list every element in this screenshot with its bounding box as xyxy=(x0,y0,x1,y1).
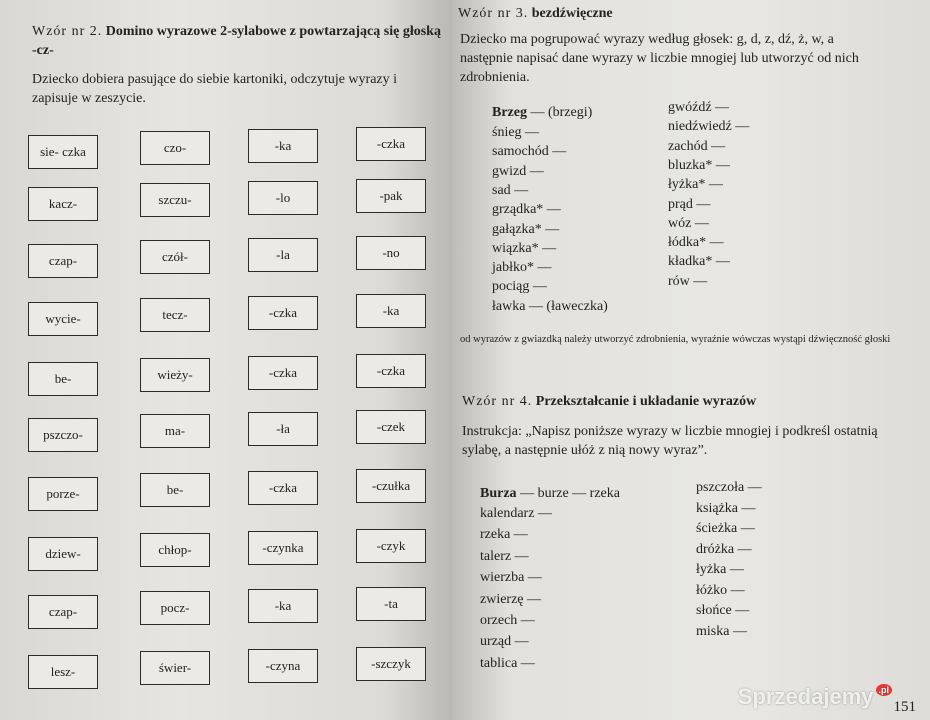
domino-card-text: -czek xyxy=(376,419,406,434)
word-item: zwierzę — xyxy=(480,591,542,607)
domino-card xyxy=(248,181,318,215)
word-item: tablica — xyxy=(480,655,535,671)
domino-card xyxy=(356,294,426,328)
word-item: miska — xyxy=(696,623,747,639)
word-item: wierzba — xyxy=(480,570,542,586)
word-item: rów — xyxy=(668,273,708,289)
word-item: prąd — xyxy=(668,196,711,212)
domino-card-text: be- xyxy=(54,371,72,386)
word-item: gwizd — xyxy=(492,163,544,179)
word-item: grządka* — xyxy=(492,202,561,218)
word-item: sad — xyxy=(492,182,529,198)
domino-card-text: -czynka xyxy=(262,540,304,555)
domino-card xyxy=(28,418,98,452)
domino-card-text: -ka xyxy=(382,303,400,318)
footnote: od wyrazów z gwiazdką należy utworzyć zdrobnienia, wyraźnie wówczas wystąpi dźwięczność głoski xyxy=(460,334,891,345)
word-item: łódka* — xyxy=(668,235,724,251)
domino-card-text: -ka xyxy=(274,598,292,613)
word-item: bluzka* — xyxy=(668,157,730,173)
domino-card xyxy=(356,529,426,563)
domino-card-text: -la xyxy=(276,247,290,262)
word-item: ścieżka — xyxy=(696,521,755,536)
domino-card xyxy=(28,302,98,336)
domino-card-text: -pak xyxy=(379,188,403,203)
domino-card xyxy=(356,236,426,270)
right-page xyxy=(452,0,930,720)
word-item: łyżka — xyxy=(696,562,744,577)
word-item: wóz — xyxy=(668,215,709,231)
domino-card-text: kacz- xyxy=(48,196,78,211)
right-heading-2-label: Wzór nr 4. xyxy=(462,394,533,409)
domino-card xyxy=(356,469,426,503)
domino-card xyxy=(248,238,318,272)
word-item: łyżka* — xyxy=(668,177,723,193)
word-item: rzeka — xyxy=(480,527,528,543)
watermark-text: Sprzedajemy xyxy=(737,684,874,709)
domino-card-text: tecz- xyxy=(162,307,188,322)
domino-card xyxy=(140,298,210,332)
domino-card xyxy=(140,591,210,625)
domino-card-text: wieży- xyxy=(157,367,193,382)
word-item: gwóźdź — xyxy=(668,100,730,115)
word-item: samochód — xyxy=(492,144,567,160)
domino-card-text: -czyna xyxy=(265,658,301,673)
word-head-rest: — burze — rzeka xyxy=(516,486,620,501)
word-item: urząd — xyxy=(480,634,529,650)
word-item: kalendarz — xyxy=(480,506,552,521)
right-heading xyxy=(458,4,918,23)
domino-card-text: -czyk xyxy=(376,538,406,553)
domino-card xyxy=(140,131,210,165)
domino-card xyxy=(248,356,318,390)
domino-card xyxy=(28,537,98,571)
domino-card-text: sie- czka xyxy=(40,144,86,159)
domino-card-text: -ła xyxy=(276,421,290,436)
domino-card-text: lesz- xyxy=(50,664,76,679)
left-page xyxy=(0,0,452,720)
domino-card-text: chłop- xyxy=(158,542,192,557)
domino-card xyxy=(28,135,98,169)
domino-card-text: -ka xyxy=(274,138,292,153)
domino-card-text: szczu- xyxy=(158,192,192,207)
word-item: talerz — xyxy=(480,548,529,564)
watermark-suffix: .pl xyxy=(876,684,893,696)
domino-card xyxy=(356,179,426,213)
domino-card xyxy=(28,187,98,221)
word-item: ławka — (ławeczka) xyxy=(492,298,608,314)
domino-card xyxy=(248,129,318,163)
domino-card xyxy=(140,651,210,685)
domino-card xyxy=(248,531,318,565)
word-item: słońce — xyxy=(696,603,750,618)
domino-card-text: -czka xyxy=(268,305,298,320)
word-list-head xyxy=(480,486,620,502)
word-item: pociąg — xyxy=(492,279,547,295)
domino-card-text: -lo xyxy=(275,190,291,205)
word-item: niedźwiedź — xyxy=(668,119,750,135)
domino-card-text: -czka xyxy=(268,480,298,495)
domino-card-text: be- xyxy=(166,482,184,497)
domino-card-text: pszczo- xyxy=(43,427,83,442)
domino-card xyxy=(356,587,426,621)
domino-card xyxy=(248,589,318,623)
word-list-head xyxy=(492,105,592,121)
word-item: gałązka* — xyxy=(492,221,560,237)
domino-card xyxy=(248,412,318,446)
watermark-logo xyxy=(738,684,892,710)
right-instruction: Dziecko ma pogrupować wyrazy według głosek: g, d, z, dź, ż, w, a następnie napisać dane wyrazy w liczbie mnogiej lub utworzyć od nich zdrobnienia. xyxy=(460,32,859,85)
domino-card xyxy=(140,358,210,392)
domino-card xyxy=(140,473,210,507)
domino-card-text: -czka xyxy=(376,363,406,378)
domino-card-text: -czka xyxy=(376,136,406,151)
domino-card-text: czap- xyxy=(48,253,78,268)
domino-card xyxy=(28,244,98,278)
domino-card-text: dziew- xyxy=(45,546,81,561)
domino-card-text: ma- xyxy=(164,423,186,438)
domino-card xyxy=(140,240,210,274)
word-item: jabłko* — xyxy=(492,260,552,276)
left-heading-label: Wzór nr 2. xyxy=(32,24,103,39)
domino-card xyxy=(248,649,318,683)
domino-card xyxy=(28,362,98,396)
word-head: Brzeg xyxy=(492,105,527,120)
right-heading-label: Wzór nr 3. xyxy=(458,6,529,21)
word-item: śnieg — xyxy=(492,125,540,140)
right-heading-2 xyxy=(462,392,902,411)
domino-card xyxy=(356,354,426,388)
word-head-rest: — (brzegi) xyxy=(526,105,593,120)
domino-card-text: czap- xyxy=(48,604,78,619)
word-item: książka — xyxy=(696,500,756,516)
word-item: dróżka — xyxy=(696,541,752,557)
left-heading-title: Domino wyrazowe 2-sylabowe z powtarzającą się głoską -cz- xyxy=(32,24,441,58)
domino-card xyxy=(356,127,426,161)
domino-card xyxy=(28,655,98,689)
domino-card xyxy=(356,647,426,681)
domino-card-text: wycie- xyxy=(45,311,81,326)
left-heading xyxy=(32,22,442,60)
right-instruction-2: Instrukcja: „Napisz poniższe wyrazy w liczbie mnogiej i podkreśl ostatnią sylabę, a następnie ułóż z nią nowy wyraz”. xyxy=(462,424,878,458)
domino-card xyxy=(140,183,210,217)
domino-card-text: porze- xyxy=(46,486,80,501)
word-item: wiązka* — xyxy=(492,240,557,256)
word-item: orzech — xyxy=(480,613,535,628)
domino-card xyxy=(28,595,98,629)
domino-card xyxy=(140,414,210,448)
word-item: kładka* — xyxy=(668,254,730,270)
domino-card-text: -szczyk xyxy=(371,656,411,671)
domino-card xyxy=(248,471,318,505)
domino-card-text: -czka xyxy=(268,365,298,380)
right-heading-2-title: Przekształcanie i układanie wyrazów xyxy=(535,394,757,409)
domino-card xyxy=(140,533,210,567)
right-heading-title: bezdźwięczne xyxy=(531,6,613,21)
domino-card-text: czo- xyxy=(163,140,187,155)
left-instruction: Dziecko dobiera pasujące do siebie kartoniki, odczytuje wyrazy i zapisuje w zeszycie. xyxy=(32,72,398,106)
domino-card-text: -czułka xyxy=(371,478,411,493)
domino-card-text: świer- xyxy=(158,660,192,675)
domino-card xyxy=(356,410,426,444)
domino-card xyxy=(248,296,318,330)
word-item: pszczoła — xyxy=(696,480,762,495)
domino-card-text: -no xyxy=(382,245,400,260)
word-item: zachód — xyxy=(668,138,726,154)
domino-card xyxy=(28,477,98,511)
page-number: 151 xyxy=(893,699,916,715)
word-item: łóżko — xyxy=(696,582,745,598)
domino-card-text: czół- xyxy=(162,249,188,264)
domino-card-text: -ta xyxy=(384,596,398,611)
word-head: Burza xyxy=(480,486,517,501)
domino-card-text: pocz- xyxy=(160,600,190,615)
